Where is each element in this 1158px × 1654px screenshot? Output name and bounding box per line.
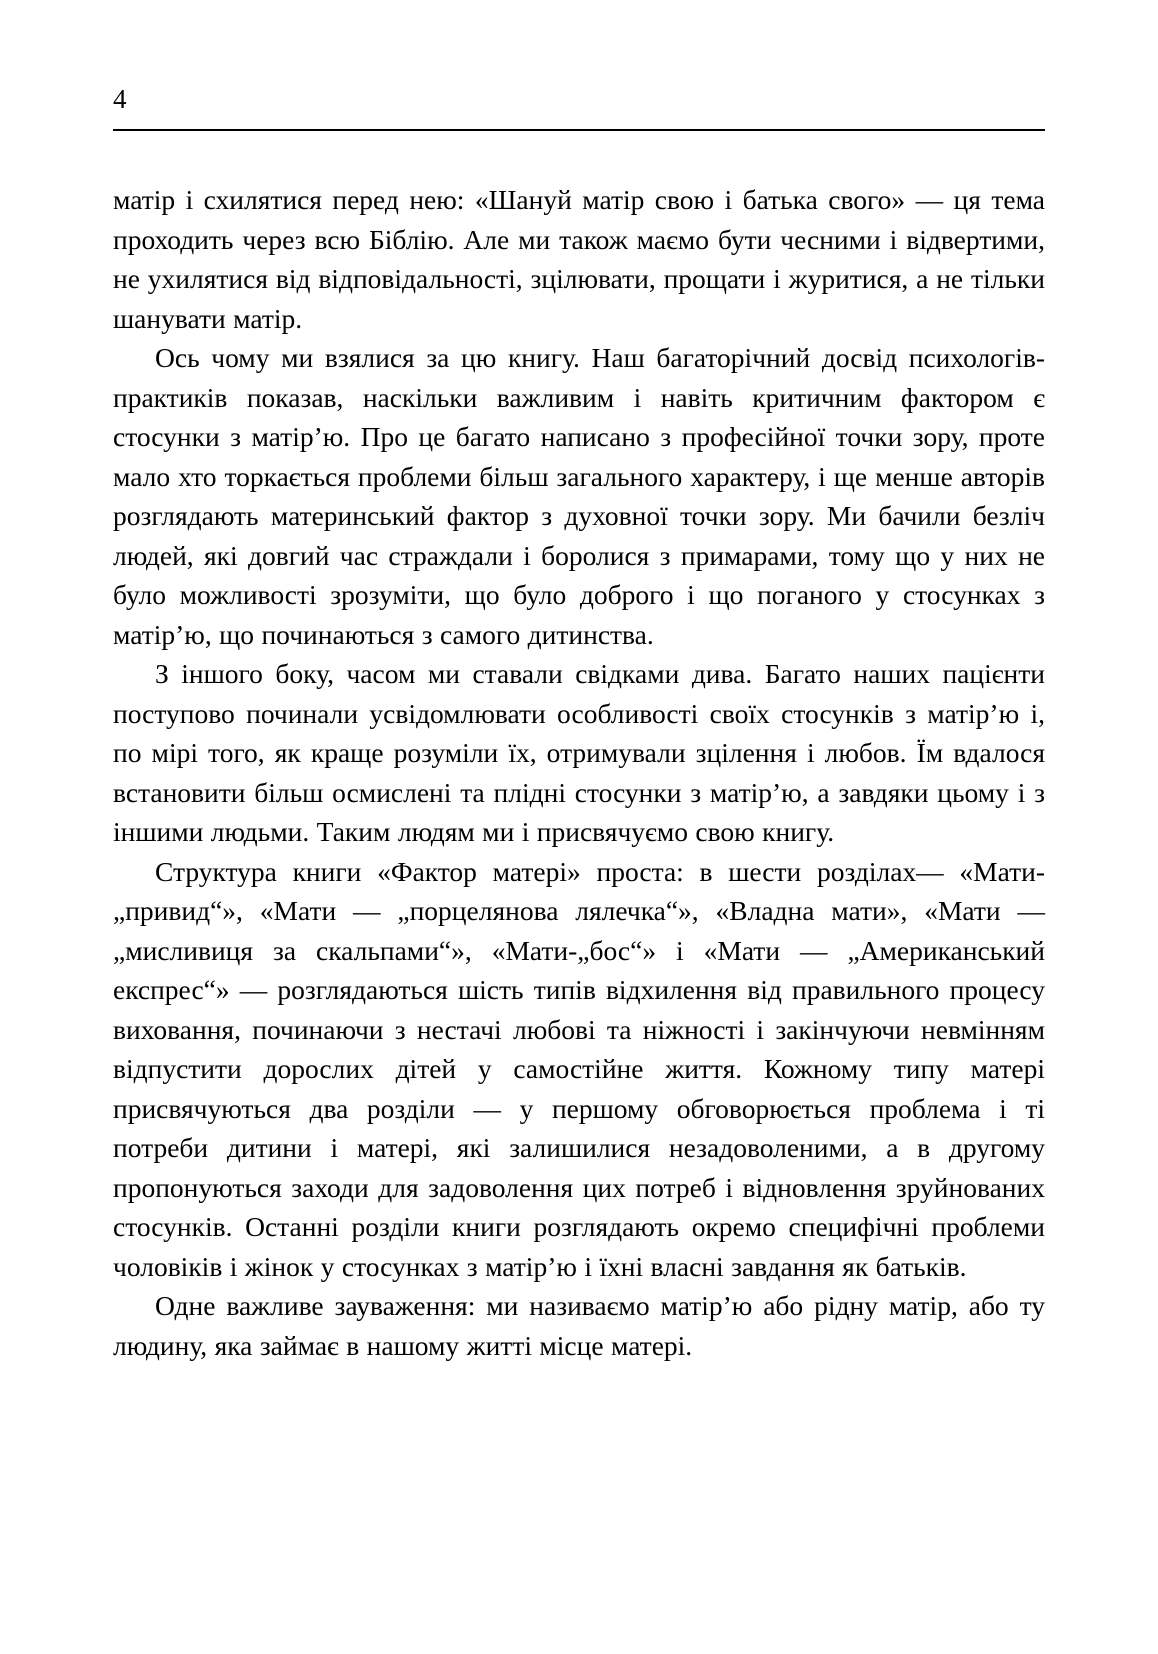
paragraph: матір і схилятися перед нею: «Шануй матір свою і батька свого» — ця тема проходить через всю Біблію. Але ми також маємо бути чесними і відвертими, не ухилятися від відповідальності, зцілювати, прощати і журитися, а не тільки шанувати матір. — [113, 184, 1045, 334]
header-divider — [113, 129, 1045, 131]
page-body — [113, 180, 1045, 1365]
page-number: 4 — [113, 84, 127, 114]
paragraph: Ось чому ми взялися за цю книгу. Наш багаторічний досвід психологів-практиків показав, наскільки важливим і навіть критичним фактором є стосунки з матір’ю. Про це багато написано з професійної точки зору, проте мало хто торкається проблеми більш загального характеру, і ще менше авторів розглядають материнський фактор з духовної точки зору. Ми бачили безліч людей, які довгий час страждали і боролися з примарами, тому що у них не було можливості зрозуміти, що було доброго і що поганого у стосунках з матір’ю, що починаються з самого дитинства. — [113, 342, 1045, 650]
paragraph: Одне важливе зауваження: ми називаємо матір’ю або рідну матір, або ту людину, яка займає в нашому житті місце матері. — [113, 1290, 1045, 1361]
paragraph: З іншого боку, часом ми ставали свідками дива. Багато наших пацієнти поступово починали усвідомлювати особливості своїх стосунків з матір’ю і, по мірі того, як краще розуміли їх, отримували зцілення і любов. Їм вдалося встановити більш осмислені та плідні стосунки з матір’ю, а завдяки цьому і з іншими людьми. Таким людям ми і присвячуємо свою книгу. — [113, 658, 1045, 847]
paragraph: Структура книги «Фактор матері» проста: в шести розділах— «Мати-„привид“», «Мати — „порцелянова лялечка“», «Владна мати», «Мати — „мисливиця за скальпами“», «Мати-„бос“» і «Мати — „Американський експрес“» — розглядаються шість типів відхилення від правильного процесу виховання, починаючи з нестачі любові та ніжності і закінчуючи невмінням відпустити дорослих дітей у самостійне життя. Кожному типу матері присвячуються два розділи — у першому обговорюється проблема і ті потреби дитини і матері, які залишилися незадоволеними, а в другому пропонуються заходи для задоволення цих потреб і відновлення зруйнованих стосунків. Останні розділи книги розглядають окремо специфічні проблеми чоловіків і жінок у стосунках з матір’ю і їхні власні завдання як батьків. — [113, 855, 1045, 1282]
page-header — [113, 86, 1045, 113]
